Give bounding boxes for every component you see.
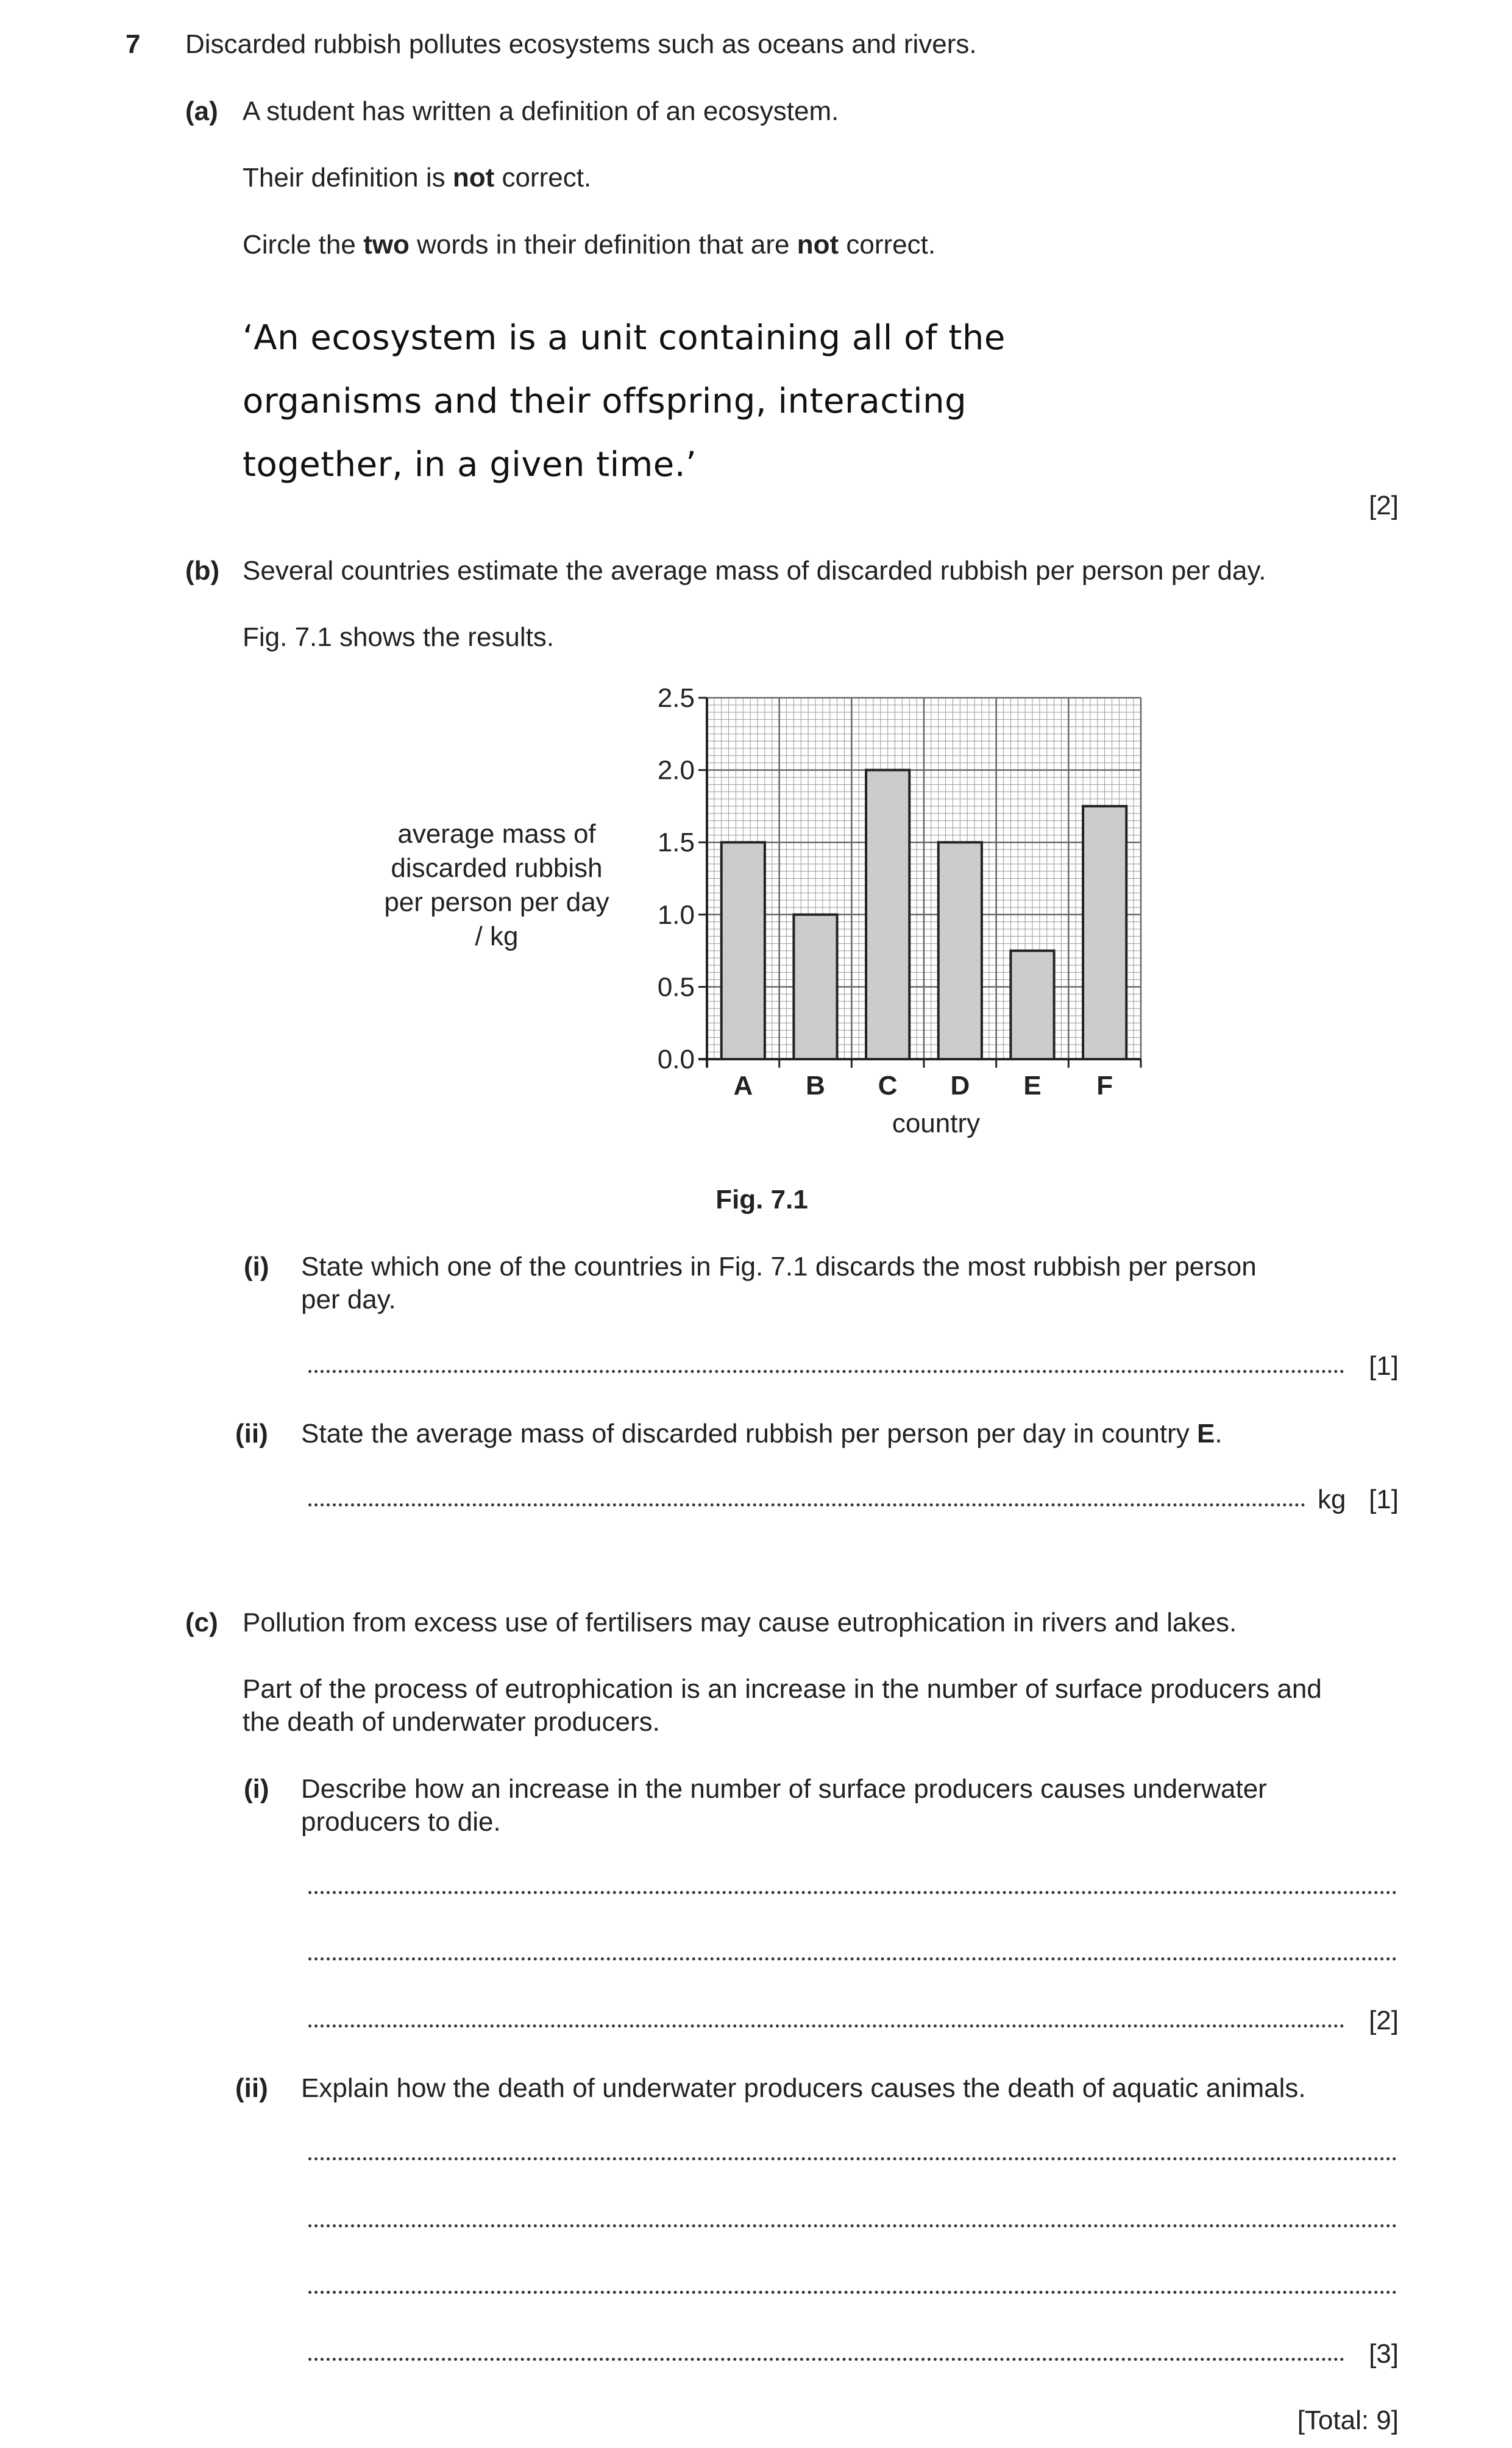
part-b-line1: Several countries estimate the average mass of discarded rubbish per person per day. [243,556,1266,586]
y-tick-label: 0.5 [657,972,695,1002]
part-b-label: (b) [185,556,220,586]
x-tick-label-B: B [806,1071,825,1101]
part-c-line2: Part of the process of eutrophication is an increase in the number of surface producers and [243,1674,1322,1704]
y-axis-label-line-4: / kg [475,921,519,951]
y-tick-label: 2.0 [657,755,695,786]
part-a-instruction: Circle the two words in their definition that are not correct. [243,230,936,260]
part-c-label: (c) [185,1608,218,1637]
x-axis-label: country [892,1109,981,1138]
part-b-line2: Fig. 7.1 shows the results. [243,622,555,652]
question-number: 7 [126,29,141,59]
y-axis-label-line-1: average mass of [397,819,596,849]
answer-line-b-ii[interactable] [308,1503,1305,1506]
y-tick-label: 2.5 [657,683,695,713]
bar-F [1083,806,1126,1059]
part-a-line2: Their definition is not correct. [243,163,592,193]
bar-B [793,915,837,1059]
answer-line-c-i-1[interactable] [308,1891,1397,1894]
bar-A [722,842,765,1059]
bar-E [1010,951,1054,1059]
part-b-ii-marks: [1] [1369,1485,1399,1514]
y-axis-label-line-2: discarded rubbish [391,853,603,883]
definition-line-2[interactable]: organisms and their offspring, interacting [243,381,967,421]
answer-line-c-i-2[interactable] [308,1957,1397,1960]
part-c-i-label: (i) [244,1774,269,1804]
part-b-ii-text: State the average mass of discarded rubbish per person per day in country E. [301,1419,1223,1449]
answer-line-b-i[interactable] [308,1370,1344,1373]
answer-line-c-ii-3[interactable] [308,2291,1397,2294]
part-c-ii-text: Explain how the death of underwater producers causes the death of aquatic animals. [301,2073,1306,2103]
answer-line-c-ii-2[interactable] [308,2224,1397,2227]
x-tick-label-A: A [733,1071,753,1101]
part-b-ii-unit: kg [1318,1485,1346,1514]
x-tick-label-C: C [878,1071,898,1101]
grid-major [707,698,1141,1059]
part-b-i-label: (i) [244,1252,269,1282]
answer-line-c-i-3[interactable] [308,2024,1344,2028]
definition-line-3[interactable]: together, in a given time.’ [243,445,697,484]
part-c-i-text: Describe how an increase in the number of surface producers causes underwater [301,1774,1267,1804]
part-c-line2-b: the death of underwater producers. [243,1707,660,1737]
y-tick-label: 1.5 [657,828,695,858]
total-marks: [Total: 9] [1297,2405,1399,2435]
answer-line-c-ii-1[interactable] [308,2157,1397,2160]
part-a-line1: A student has written a definition of an ecosystem. [243,96,839,126]
part-b-i-marks: [1] [1369,1351,1399,1381]
answer-line-c-ii-4[interactable] [308,2358,1344,2361]
figure-caption: Fig. 7.1 [715,1185,808,1215]
axis-labels [658,683,1113,1138]
part-c-ii-marks: [3] [1369,2339,1399,2369]
part-c-i-marks: [2] [1369,2006,1399,2035]
x-tick-label-F: F [1096,1071,1113,1101]
x-tick-label-E: E [1023,1071,1042,1101]
grid-minor [707,698,1141,1059]
part-a-label: (a) [185,96,218,126]
y-tick-label: 0.0 [657,1045,695,1074]
x-tick-label-D: D [950,1071,970,1101]
part-c-i-text-2: producers to die. [301,1807,501,1837]
bar-D [939,842,982,1059]
part-b-ii-label: (ii) [235,1419,268,1449]
definition-line-1[interactable]: ‘An ecosystem is a unit containing all of the [243,318,1006,358]
y-tick-label: 1.0 [657,899,695,930]
question-intro: Discarded rubbish pollutes ecosystems such as oceans and rivers. [185,29,977,59]
part-a-marks: [2] [1369,491,1399,520]
axes [698,698,1141,1068]
part-b-i-text-2: per day. [301,1285,396,1314]
bar-C [866,770,909,1059]
y-axis-label-line-3: per person per day [384,887,609,917]
part-b-i-text: State which one of the countries in Fig. 7.1 discards the most rubbish per person [301,1252,1257,1282]
bars [722,770,1127,1059]
part-c-ii-label: (ii) [235,2073,268,2103]
part-c-line1: Pollution from excess use of fertilisers may cause eutrophication in rivers and lakes. [243,1608,1237,1637]
